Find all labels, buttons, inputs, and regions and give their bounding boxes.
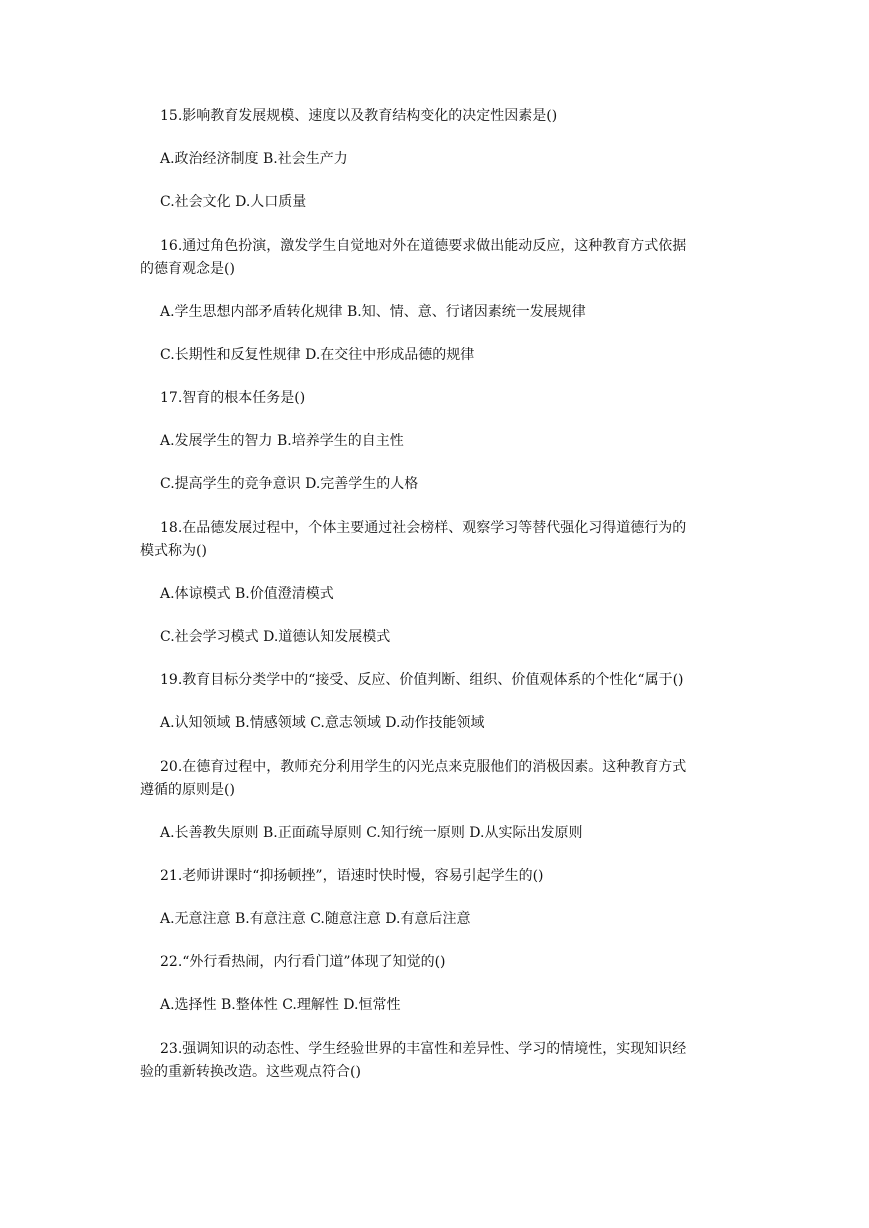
question-19-stem: 19.教育目标分类学中的“接受、反应、价值判断、组织、价值观体系的个性化“属于() xyxy=(160,672,684,688)
question-23-stem-line2: 验的重新转换改造。这些观点符合() xyxy=(140,1064,361,1080)
question-21-stem: 21.老师讲课时“抑扬顿挫”，语速时快时慢，容易引起学生的() xyxy=(160,868,544,884)
question-15-options-ab: A.政治经济制度 B.社会生产力 xyxy=(160,151,348,167)
question-18-stem-line1: 18.在品德发展过程中，个体主要通过社会榜样、观察学习等替代强化习得道德行为的 xyxy=(160,520,687,536)
question-20-stem-line1: 20.在德育过程中，教师充分利用学生的闪光点来克服他们的消极因素。这种教育方式 xyxy=(160,759,687,775)
question-16-options-ab: A.学生思想内部矛盾转化规律 B.知、情、意、行诸因素统一发展规律 xyxy=(160,304,586,320)
question-15-options-cd: C.社会文化 D.人口质量 xyxy=(160,194,307,210)
question-18-options-cd: C.社会学习模式 D.道德认知发展模式 xyxy=(160,629,391,645)
question-20-options: A.长善教失原则 B.正面疏导原则 C.知行统一原则 D.从实际出发原则 xyxy=(160,825,583,841)
question-16-stem-line2: 的德育观念是() xyxy=(140,261,235,277)
question-15-stem: 15.影响教育发展规模、速度以及教育结构变化的决定性因素是() xyxy=(160,108,558,124)
question-17-stem: 17.智育的根本任务是() xyxy=(160,390,306,406)
question-19-options: A.认知领域 B.情感领域 C.意志领域 D.动作技能领域 xyxy=(160,715,485,731)
question-21-options: A.无意注意 B.有意注意 C.随意注意 D.有意后注意 xyxy=(160,911,471,927)
question-20-stem-line2: 遵循的原则是() xyxy=(140,782,235,798)
question-18-stem-line2: 模式称为() xyxy=(140,543,207,559)
question-22-stem: 22.“外行看热闹，内行看门道”体现了知觉的() xyxy=(160,954,446,970)
question-16-options-cd: C.长期性和反复性规律 D.在交往中形成品德的规律 xyxy=(160,347,475,363)
question-23-stem-line1: 23.强调知识的动态性、学生经验世界的丰富性和差异性、学习的情境性，实现知识经 xyxy=(160,1041,687,1057)
question-17-options-ab: A.发展学生的智力 B.培养学生的自主性 xyxy=(160,433,404,449)
question-17-options-cd: C.提高学生的竞争意识 D.完善学生的人格 xyxy=(160,476,419,492)
question-22-options: A.选择性 B.整体性 C.理解性 D.恒常性 xyxy=(160,997,401,1013)
question-18-options-ab: A.体谅模式 B.价值澄清模式 xyxy=(160,586,334,602)
question-16-stem-line1: 16.通过角色扮演，激发学生自觉地对外在道德要求做出能动反应，这种教育方式依据 xyxy=(160,238,687,254)
